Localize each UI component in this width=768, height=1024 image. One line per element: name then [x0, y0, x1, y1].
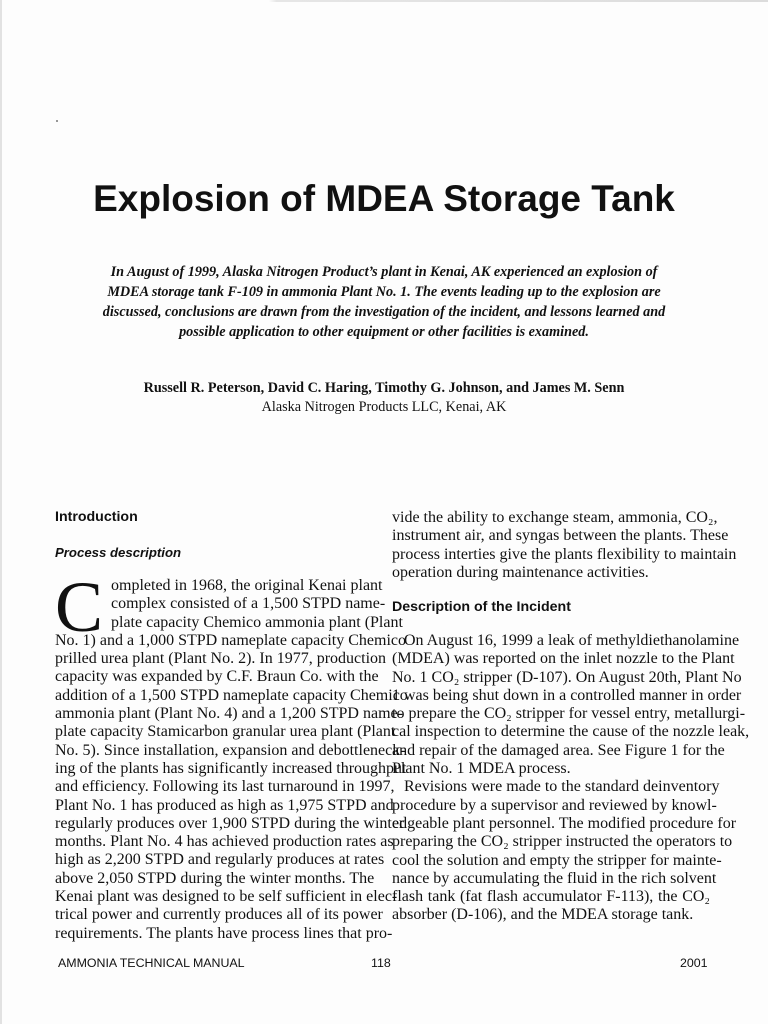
body-line: instrument air, and syngas between the plants. These	[392, 527, 729, 545]
body-line: operation during maintenance activities.	[392, 563, 649, 581]
abstract-line: discussed, conclusions are drawn from the investigation of the incident, and lessons learned and	[102, 304, 666, 320]
body-line: process interties give the plants flexibility to maintain	[392, 545, 737, 563]
body-line: and repair of the damaged area. See Figure 1 for the	[392, 741, 725, 759]
scan-speck	[56, 120, 58, 122]
body-line: Kenai plant was designed to be self sufficient in elec-	[55, 888, 398, 906]
body-line: procedure by a supervisor and reviewed by knowl-	[392, 796, 717, 814]
body-line: Revisions were made to the standard deinventory	[404, 778, 720, 796]
body-line: months. Plant No. 4 has achieved production rates as	[55, 833, 394, 851]
body-line: regularly produces over 1,900 STPD during the winter	[55, 814, 405, 832]
footer-page-number: 118	[371, 956, 391, 970]
body-line: Plant No. 1 MDEA process.	[392, 760, 571, 778]
affiliation: Alaska Nitrogen Products LLC, Kenai, AK	[261, 399, 507, 415]
body-line: No. 5). Since installation, expansion and debottleneck-	[55, 741, 406, 759]
body-line: edgeable plant personnel. The modified procedure for	[392, 814, 737, 832]
body-line: high as 2,200 STPD and regularly produces at rates	[55, 851, 385, 869]
body-line: (MDEA) was reported on the inlet nozzle to the Plant	[392, 650, 735, 668]
footer-journal-name: AMMONIA TECHNICAL MANUAL	[58, 956, 245, 970]
body-line: cool the solution and empty the stripper for mainte-	[392, 851, 722, 869]
abstract-line: MDEA storage tank F-109 in ammonia Plant No. 1. The events leading up to the explosion are	[107, 284, 661, 300]
body-line: requirements. The plants have process lines that pro-	[55, 924, 393, 942]
scan-left-edge	[0, 0, 2, 1024]
body-line: nance by accumulating the fluid in the rich solvent	[392, 869, 717, 887]
right-column-para-1	[392, 632, 750, 925]
body-line: prilled urea plant (Plant No. 2). In 1977, production	[55, 650, 387, 668]
body-line: trical power and currently produces all of its power	[55, 906, 383, 924]
body-line: No. 1) and a 1,000 STPD nameplate capacity Chemico	[55, 631, 407, 649]
right-column-intro	[392, 509, 737, 582]
body-line: plate capacity Chemico ammonia plant (Plant	[111, 613, 403, 631]
body-line: above 2,050 STPD during the winter months. The	[55, 869, 375, 887]
body-line: ing of the plants has significantly increased throughput	[55, 759, 407, 777]
body-line: capacity was expanded by C.F. Braun Co. with the	[55, 668, 379, 686]
author-list: Russell R. Peterson, David C. Haring, Timothy G. Johnson, and James M. Senn	[143, 380, 625, 396]
abstract	[60, 262, 708, 342]
body-line: ompleted in 1968, the original Kenai plant	[111, 577, 383, 594]
drop-cap: C	[55, 567, 104, 647]
body-line: ammonia plant (Plant No. 4) and a 1,200 STPD name-	[55, 705, 403, 723]
body-line: 1 was being shut down in a controlled manner in order	[392, 686, 742, 704]
body-line: vide the ability to exchange steam, ammonia, CO₂,	[392, 509, 718, 526]
body-line: cal inspection to determine the cause of the nozzle leak,	[392, 723, 750, 741]
section-heading-description-of-incident: Description of the Incident	[392, 599, 571, 615]
abstract-line: In August of 1999, Alaska Nitrogen Product’s plant in Kenai, AK experienced an explosion of	[110, 264, 658, 280]
body-line: Plant No. 1 has produced as high as 1,975 STPD and	[55, 796, 394, 814]
body-line: to prepare the CO₂ stripper for vessel entry, metallurgi-	[392, 705, 746, 723]
body-line: plate capacity Stamicarbon granular urea plant (Plant	[55, 723, 396, 741]
body-line: absorber (D-106), and the MDEA storage tank.	[392, 906, 694, 924]
abstract-line: possible application to other equipment or other facilities is examined.	[179, 324, 589, 340]
paper-title: Explosion of MDEA Storage Tank	[93, 178, 675, 219]
subsection-heading-process-description: Process description	[55, 545, 182, 560]
body-line: addition of a 1,500 STPD nameplate capacity Chemico	[55, 686, 408, 704]
body-line: On August 16, 1999 a leak of methyldiethanolamine	[404, 632, 740, 649]
scan-top-edge	[0, 0, 768, 2]
body-line: complex consisted of a 1,500 STPD name-	[111, 595, 386, 613]
footer-year: 2001	[680, 956, 708, 970]
body-line: flash tank (fat flash accumulator F-113), the CO₂	[392, 888, 710, 906]
body-line: No. 1 CO₂ stripper (D-107). On August 20th, Plant No	[392, 668, 742, 686]
body-line: and efficiency. Following its last turnaround in 1997,	[55, 778, 395, 796]
section-heading-introduction: Introduction	[55, 509, 138, 525]
left-column-body	[55, 567, 408, 943]
body-line: preparing the CO₂ stripper instructed the operators to	[392, 833, 733, 851]
